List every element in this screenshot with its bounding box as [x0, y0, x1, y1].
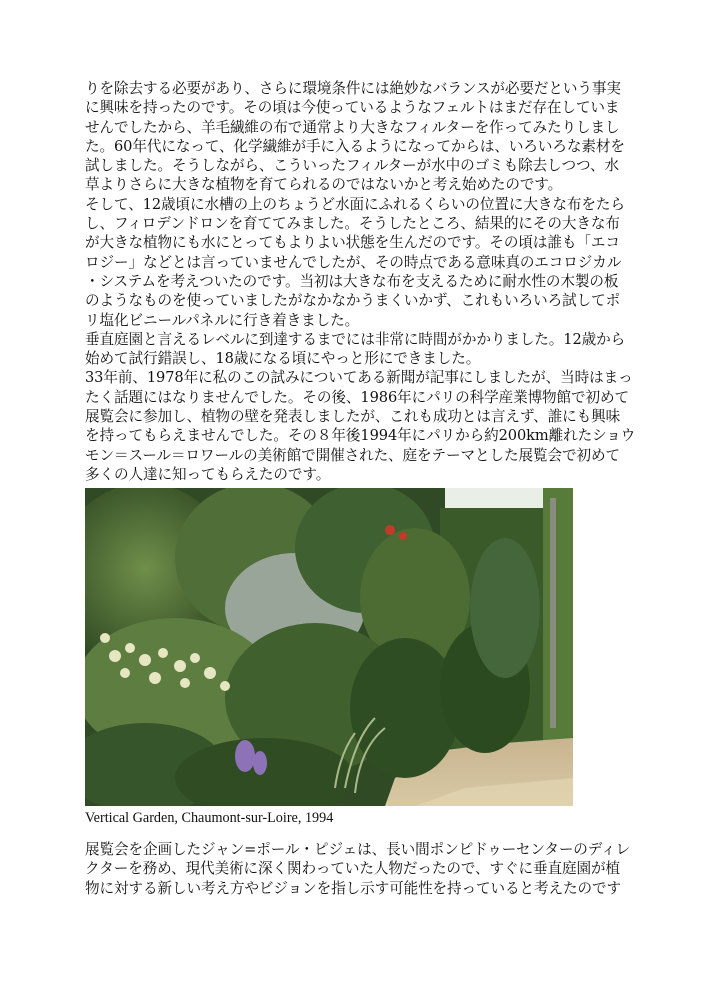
text-line: を持ってもらえませんでした。その８年後1994年にパリから約200km離れたショウ: [85, 427, 636, 445]
vertical-garden-photo: [85, 488, 573, 806]
garden-photo-illustration: [85, 488, 573, 806]
text-line: た。60年代になって、化学繊維が手に入るようになってからは、いろいろな素材を: [85, 137, 625, 155]
text-line: リ塩化ビニールパネルに行き着きました。: [85, 311, 360, 329]
body-paragraph-2: [85, 840, 631, 898]
text-line: 草よりさらに大きな植物を育てられるのではないかと考え始めたのです。: [85, 176, 563, 194]
text-line: せんでしたから、羊毛繊維の布で通常より大きなフィルターを作ってみたりしまし: [85, 118, 620, 136]
text-line: モン＝スール＝ロワールの美術館で開催された、庭をテーマとした展覧会で初めて: [85, 446, 620, 464]
text-line: が大きな植物にも水にとってもよりよい状態を生んだのです。その頃は誰も「エコ: [85, 234, 620, 252]
body-paragraph-1: [85, 79, 636, 484]
text-line: 展覧会を企画したジャン=ポール・ピジェは、長い間ポンピドゥーセンターのディレ: [85, 841, 631, 858]
text-line: に興味を持ったのです。その頃は今使っているようなフェルトはまだ存在していま: [85, 99, 620, 117]
text-line: のようなものを使っていましたがなかなかうまくいかず、これもいろいろ試してポ: [85, 292, 621, 310]
text-line: りを除去する必要があり、さらに環境条件には絶妙なバランスが必要だという事実: [85, 80, 621, 97]
text-line: 垂直庭園と言えるレベルに到達するまでには非常に時間がかかりました。12歳から: [85, 330, 626, 348]
text-line: 多くの人達に知ってもらえたのです。: [85, 465, 331, 483]
text-line: クターを務め、現代美術に深く関わっていた人物だったので、すぐに垂直庭園が植: [85, 860, 620, 878]
text-line: ロジー」などとは言っていませんでしたが、その時点である意味真のエコロジカル: [85, 253, 622, 271]
text-line: し、フィロデンドロンを育ててみました。そうしたところ、結果的にその大きな布: [85, 215, 620, 233]
text-line: そして、12歳頃に水槽の上のちょうど水面にふれるくらいの位置に大きな布をたら: [85, 195, 625, 213]
text-line: ・システムを考えついたのです。当初は大きな布を支えるために耐水性の木製の板: [85, 272, 619, 290]
text-line: 試しました。そうしながら、こういったフィルターが水中のゴミも除去しつつ、水: [85, 157, 619, 175]
text-line: たく話題にはなりませんでした。その後、1986年にパリの科学産業博物館で初めて: [85, 388, 630, 406]
text-line: 展覧会に参加し、植物の壁を発表しましたが、これも成功とは言えず、誰にも興味: [85, 408, 621, 426]
text-line: 33年前、1978年に私のこの試みについてある新聞が記事にしましたが、当時はまっ: [85, 369, 633, 387]
text-line: 始めて試行錯誤し、18歳になる頃にやっと形にできました。: [85, 350, 481, 368]
photo-caption: Vertical Garden, Chaumont-sur-Loire, 1994: [85, 810, 334, 826]
text-line: 物に対する新しい考え方やビジョンを指し示す可能性を持っていると考えたのです: [85, 879, 621, 897]
